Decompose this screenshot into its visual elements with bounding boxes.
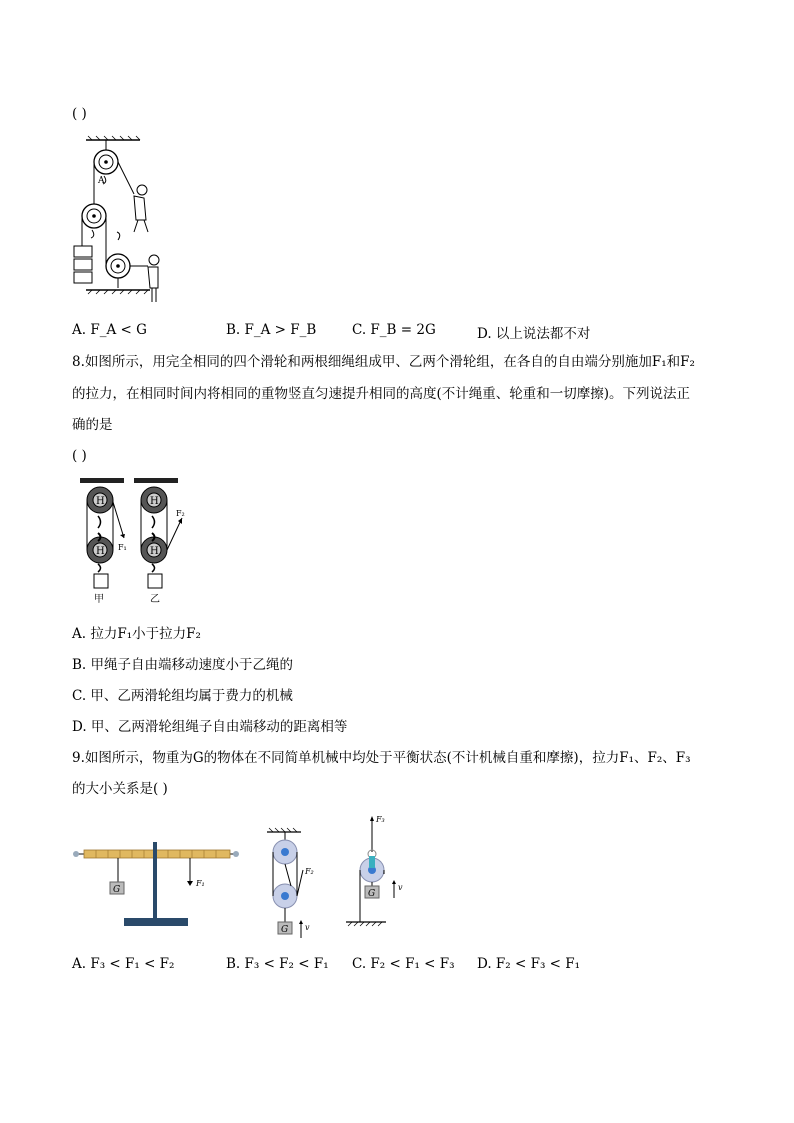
q9-lever-figure <box>72 840 242 930</box>
q8-label-f1: F₁ <box>118 543 127 552</box>
svg-text:A: A <box>98 176 105 186</box>
q9-pulley-block-figure <box>265 826 335 942</box>
q8-figure <box>80 478 200 608</box>
q9-option-c[interactable]: C. F₂ < F₁ < F₃ <box>352 956 455 972</box>
q9-stem-line-2: 的大小关系是( ) <box>72 781 168 797</box>
q8-stem-line-3: 确的是 <box>72 417 113 433</box>
svg-text:H: H <box>150 546 159 557</box>
q9-pulley-g: G <box>281 925 289 935</box>
q7-figure <box>70 136 180 306</box>
q9-lever-f1: F₁ <box>196 879 205 888</box>
svg-text:H: H <box>150 496 159 507</box>
q7-paren: ( ) <box>72 106 87 122</box>
q9-stem-line-1: 9.如图所示，物重为G的物体在不同简单机械中均处于平衡状态(不计机械自重和摩擦)，拉力F₁、F₂、F₃ <box>72 750 691 766</box>
q9-pulley-v: v <box>305 923 310 932</box>
q7-option-d[interactable]: D. 以上说法都不对 <box>477 326 591 342</box>
q7-option-c[interactable]: C. F_B = 2G <box>352 322 436 338</box>
q8-stem-line-1: 8.如图所示，用完全相同的四个滑轮和两根细绳组成甲、乙两个滑轮组，在各自的自由端分别施加F₁和F₂ <box>72 354 695 370</box>
q7-option-a[interactable]: A. F_A < G <box>72 322 147 338</box>
q9-movable-v: v <box>398 883 403 892</box>
q8-paren: ( ) <box>72 448 87 464</box>
q8-label-f2: F₂ <box>176 509 185 518</box>
svg-text:H: H <box>96 546 105 557</box>
q8-label-jia: 甲 <box>94 594 104 605</box>
q8-option-b[interactable]: B. 甲绳子自由端移动速度小于乙绳的 <box>72 657 294 673</box>
q9-option-d[interactable]: D. F₂ < F₃ < F₁ <box>477 956 581 972</box>
svg-text:H: H <box>96 496 105 507</box>
q9-lever-g: G <box>113 885 121 895</box>
q8-label-yi: 乙 <box>150 594 160 605</box>
q9-option-a[interactable]: A. F₃ < F₁ < F₂ <box>72 956 175 972</box>
q9-movable-pulley-figure <box>342 812 412 930</box>
q9-option-b[interactable]: B. F₃ < F₂ < F₁ <box>226 956 329 972</box>
q8-option-d[interactable]: D. 甲、乙两滑轮组绳子自由端移动的距离相等 <box>72 719 348 735</box>
q9-movable-f3: F₃ <box>376 815 385 824</box>
q8-option-c[interactable]: C. 甲、乙两滑轮组均属于费力的机械 <box>72 688 293 704</box>
q8-stem-line-2: 的拉力，在相同时间内将相同的重物竖直匀速提升相同的高度(不计绳重、轮重和一切摩擦)。下列说法正 <box>72 386 691 402</box>
q8-option-a[interactable]: A. 拉力F₁小于拉力F₂ <box>72 626 201 642</box>
q9-movable-g: G <box>368 889 376 899</box>
q7-option-b[interactable]: B. F_A > F_B <box>226 322 317 338</box>
q9-pulley-f2: F₂ <box>305 867 314 876</box>
